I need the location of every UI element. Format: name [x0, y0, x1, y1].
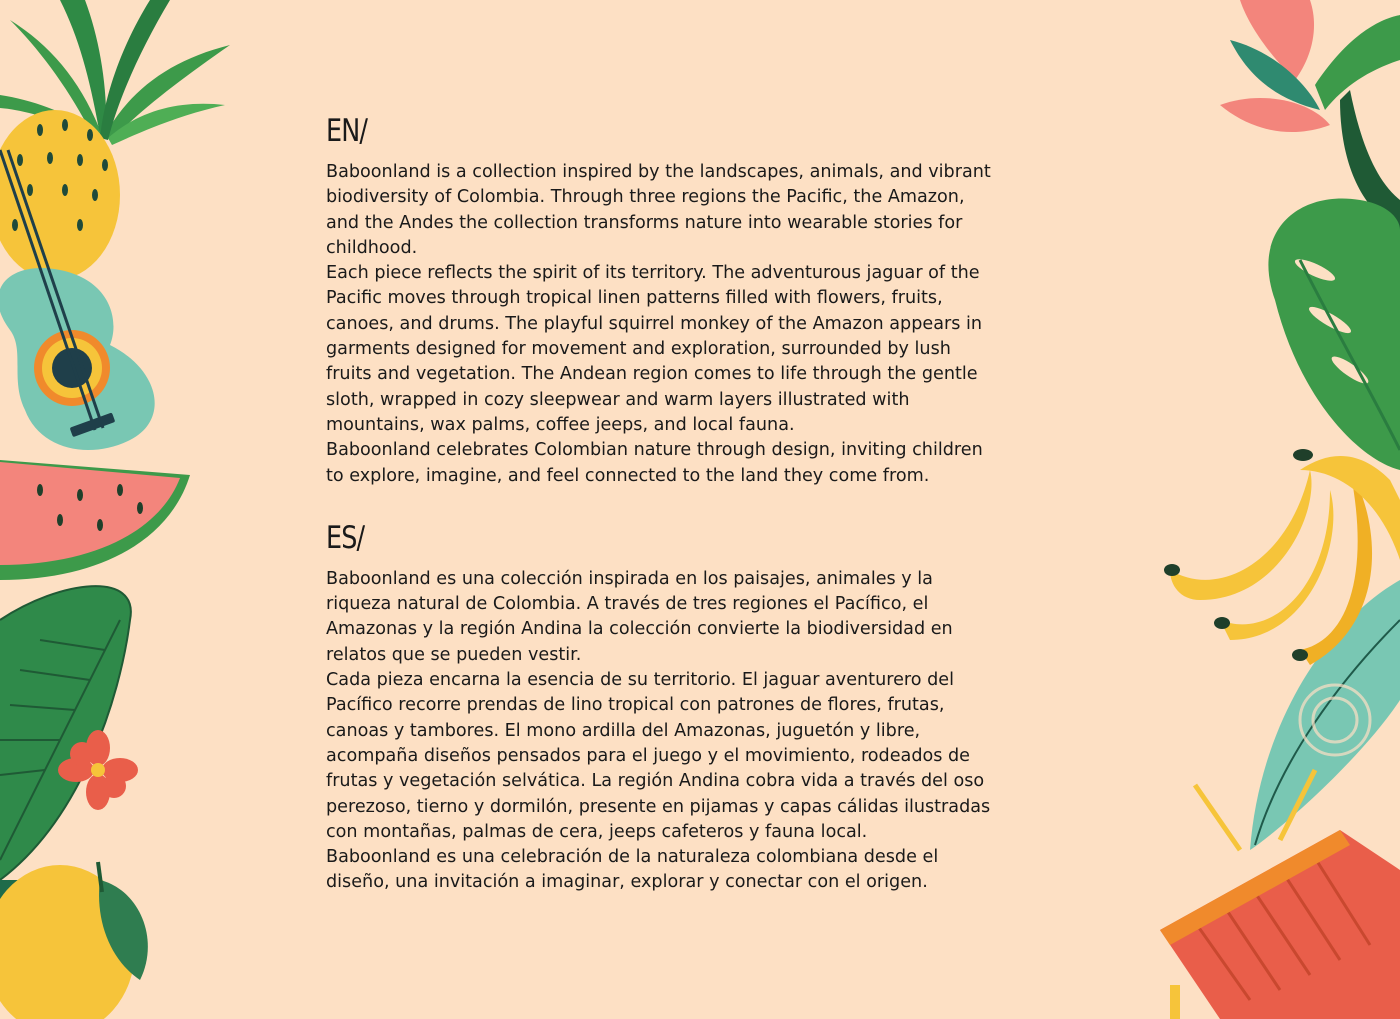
- text-line: riqueza natural de Colombia. A través de tres regiones el Pacífico, el: [326, 594, 929, 615]
- text-line: con montañas, palmas de cera, jeeps cafeteros y fauna local.: [326, 821, 868, 842]
- text-line: frutas y vegetación selvática. La región Andina cobra vida a través del oso: [326, 771, 985, 792]
- text-line: Baboonland es una celebración de la naturaleza colombiana desde el: [326, 847, 939, 868]
- text-line: biodiversity of Colombia. Through three regions the Pacific, the Amazon,: [326, 187, 965, 208]
- text-line: sloth, wrapped in cozy sleepwear and warm layers illustrated with: [326, 389, 910, 410]
- heliconia-flower-icon: [1220, 0, 1400, 230]
- text-line: canoas y tambores. El mono ardilla del Amazonas, juguetón y libre,: [326, 720, 921, 741]
- english-section: [326, 112, 1086, 489]
- text-line: perezoso, tierno y dormilón, presente en pijamas y capas cálidas ilustradas: [326, 796, 991, 817]
- text-line: childhood.: [326, 237, 418, 258]
- text-line: Baboonland es una colección inspirada en los paisajes, animales y la: [326, 568, 933, 589]
- spanish-paragraph-2: [326, 668, 1086, 845]
- mango-icon: [0, 862, 148, 1019]
- spanish-heading: ES/: [326, 519, 365, 556]
- main-content: [326, 112, 1086, 896]
- text-line: mountains, wax palms, coffee jeeps, and local fauna.: [326, 414, 795, 435]
- spanish-paragraph-1: [326, 567, 1086, 668]
- right-decorative-border: [1160, 0, 1400, 1019]
- text-line: Baboonland is a collection inspired by the landscapes, animals, and vibrant: [326, 162, 991, 182]
- text-line: acompaña diseños pensados para el juego y el movimiento, rodeados de: [326, 745, 971, 766]
- text-line: Pacific moves through tropical linen patterns filled with flowers, fruits,: [326, 288, 943, 309]
- text-line: and the Andes the collection transforms nature into wearable stories for: [326, 212, 963, 233]
- monstera-leaf-icon: [1268, 198, 1400, 470]
- text-line: Baboonland celebrates Colombian nature through design, inviting children: [326, 440, 983, 461]
- text-line: fruits and vegetation. The Andean region comes to life through the gentle: [326, 364, 978, 385]
- banana-leaf-icon: [0, 586, 131, 900]
- text-line: Each piece reflects the spirit of its territory. The adventurous jaguar of the: [326, 263, 980, 284]
- text-line: Pacífico recorre prendas de lino tropical con patrones de flores, frutas,: [326, 695, 945, 716]
- text-line: garments designed for movement and exploration, surrounded by lush: [326, 339, 951, 360]
- spanish-section: [326, 519, 1086, 896]
- spanish-paragraph-3: [326, 845, 1086, 896]
- english-paragraph-2: [326, 261, 1086, 438]
- text-line: Amazonas y la región Andina la colección convierte la biodiversidad en: [326, 619, 953, 640]
- text-line: diseño, una invitación a imaginar, explorar y conectar con el origen.: [326, 872, 928, 893]
- english-paragraph-3: [326, 438, 1086, 489]
- english-heading: EN/: [326, 113, 368, 149]
- left-decorative-border: [0, 0, 240, 1019]
- english-paragraph-1: [326, 160, 1086, 261]
- text-line: canoes, and drums. The playful squirrel monkey of the Amazon appears in: [326, 313, 983, 334]
- watermelon-icon: [0, 460, 190, 580]
- text-line: Cada pieza encarna la esencia de su territorio. El jaguar aventurero del: [326, 670, 954, 691]
- text-line: to explore, imagine, and feel connected to the land they come from.: [326, 465, 930, 486]
- text-line: relatos que se pueden vestir.: [326, 644, 582, 665]
